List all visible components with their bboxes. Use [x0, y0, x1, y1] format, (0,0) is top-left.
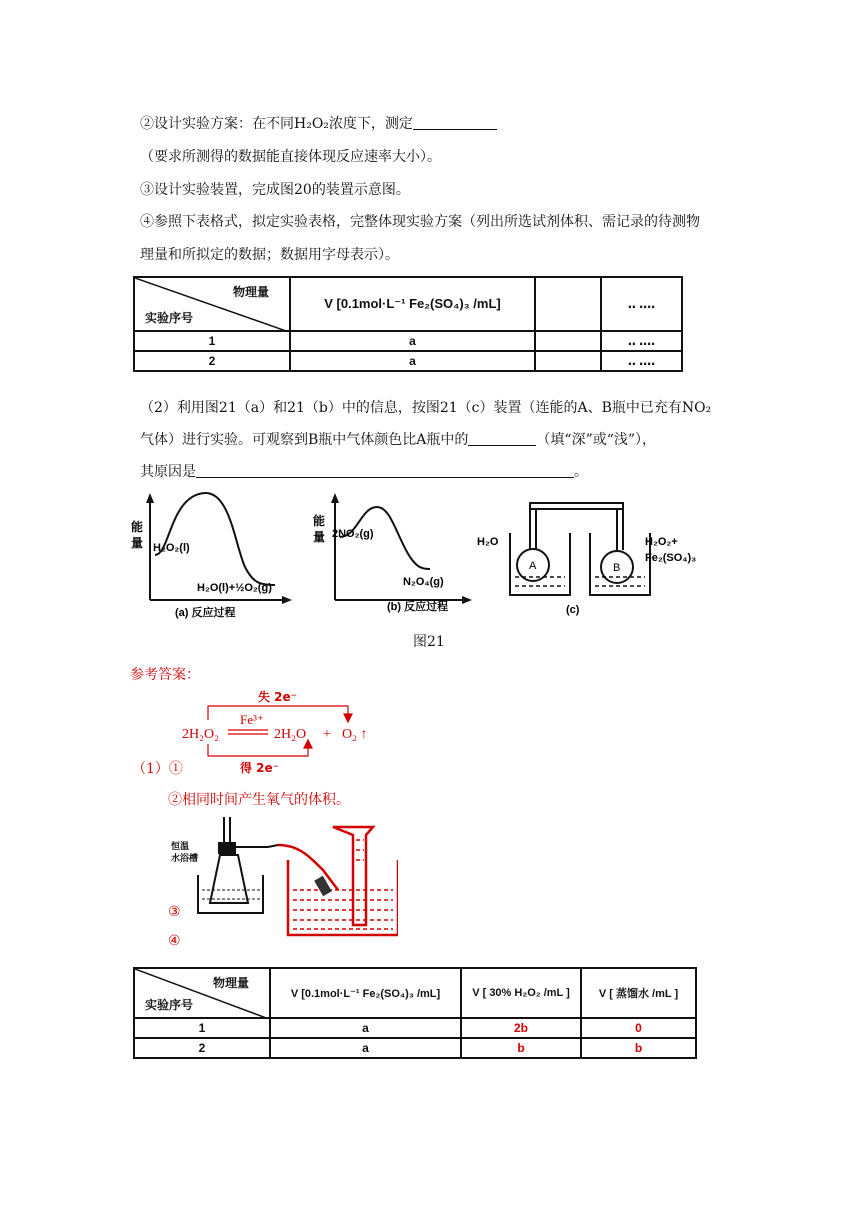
table2-diag-header	[134, 968, 270, 1018]
answer-blank[interactable]	[196, 463, 574, 478]
answer-blank[interactable]	[468, 431, 536, 446]
figure-21	[125, 485, 725, 625]
figure-21b	[313, 493, 472, 613]
step2-text: ②设计实验方案：在不同H₂O₂浓度下，测定	[140, 116, 413, 132]
answer-item-1: （1）①	[132, 761, 183, 777]
fig-a-product: H₂O(l)+½O₂(g)	[197, 582, 272, 594]
step2-note: （要求所测得的数据能直接体现反应速率大小）。	[140, 149, 441, 165]
table1-diag-header	[134, 277, 290, 331]
answer-blank[interactable]	[413, 115, 497, 130]
fig-c-left-label: H₂O	[477, 536, 499, 548]
experiment-table-1	[133, 276, 683, 372]
part2-line-3-text: 其原因是	[140, 464, 196, 480]
table2-header-bottom: 实验序号	[145, 998, 194, 1012]
step4-line-1: ④参照下表格式，拟定实验表格，完整体现实验方案（列出所选试剂体积、需记录的待测物	[140, 214, 700, 230]
table1-row1-v: a	[290, 331, 535, 351]
table2-header-top: 物理量	[212, 976, 249, 990]
table1-row2-v: a	[290, 351, 535, 371]
table1-row1-n: 1	[134, 331, 290, 351]
table1-header-top: 物理量	[232, 285, 269, 299]
eq-gain: 得 2e⁻	[240, 761, 280, 774]
table1-col3-header: ‥ ‥‥	[601, 277, 682, 331]
step4-line-2: 理量和所拟定的数据；数据用字母表示）。	[140, 247, 399, 263]
fig-b-ylabel-1: 能	[313, 514, 326, 528]
fig-c-bottle-b: B	[613, 562, 621, 574]
fig-c-right-label-1: H₂O₂+	[645, 536, 678, 548]
part2-line-2-tail: （填“深”或“浅”），	[536, 432, 657, 448]
fig-a-caption: (a) 反应过程	[175, 607, 236, 619]
table2-col1-header: V [0.1mol·L⁻¹ Fe₂(SO₄)₃ /mL]	[270, 968, 461, 1018]
table1-row2-more: ‥ ‥‥	[601, 351, 682, 371]
fig-a-reactant: H₂O₂(l)	[153, 542, 190, 554]
table2-col3-header: V [ 蒸馏水 /mL ]	[581, 968, 696, 1018]
part2-line-2	[140, 430, 656, 450]
figure-21c	[510, 503, 650, 595]
step3-line: ③设计实验装置，完成图20的装置示意图。	[140, 182, 410, 198]
table2-row2-n: 2	[134, 1038, 270, 1058]
fig-c-right-label-2: Fe₂(SO₄)₃	[645, 552, 697, 564]
table1-row1-empty	[535, 331, 601, 351]
fig-c-bottle-a: A	[529, 560, 537, 572]
eq-right: O₂ ↑	[342, 727, 368, 742]
table1-row2-n: 2	[134, 351, 290, 371]
table2-row2-water: b	[581, 1038, 696, 1058]
table2-row2-h2o2: b	[461, 1038, 581, 1058]
table2-col2-header: V [ 30% H₂O₂ /mL ]	[461, 968, 581, 1018]
fig-b-caption: (b) 反应过程	[387, 601, 449, 613]
answer-title: 参考答案：	[130, 667, 200, 683]
fig-b-ylabel-2: 量	[313, 530, 326, 544]
fig-c-caption: (c)	[566, 604, 580, 616]
answer-item-4: ④	[168, 933, 181, 949]
answer-item-2: ②相同时间产生氧气的体积。	[168, 792, 350, 808]
eq-mid: 2H₂O	[274, 727, 307, 742]
eq-left: 2H₂O₂	[182, 727, 219, 742]
part2-line-3	[140, 462, 588, 482]
eq-catalyst: Fe³⁺	[240, 712, 264, 727]
eq-plus: +	[323, 727, 331, 742]
apparatus-figure	[168, 815, 398, 945]
table1-row1-more: ‥ ‥‥	[601, 331, 682, 351]
apparatus-label-2: 水浴槽	[171, 854, 199, 864]
table2-row1-n: 1	[134, 1018, 270, 1038]
part2-line-2-text: 气体）进行实验。可观察到B瓶中气体颜色比A瓶中的	[140, 432, 469, 448]
fig-a-ylabel-2: 量	[131, 536, 144, 550]
experiment-table-2	[133, 967, 697, 1059]
step2-line	[140, 114, 497, 134]
table2-row1-h2o2: 2b	[461, 1018, 581, 1038]
table1-col1-header: V [0.1mol·L⁻¹ Fe₂(SO₄)₃ /mL]	[290, 277, 535, 331]
figure-21-caption: 图21	[413, 634, 445, 650]
eq-lose: 失 2e⁻	[258, 690, 298, 704]
fig-b-reactant: 2NO₂(g)	[332, 528, 374, 540]
table2-row1-water: 0	[581, 1018, 696, 1038]
table2-row1-v: a	[270, 1018, 461, 1038]
part2-line-1: （2）利用图21（a）和21（b）中的信息，按图21（c）装置（连能的A、B瓶中已充有NO₂	[140, 400, 712, 416]
answer-item-3: ③	[168, 904, 181, 920]
apparatus-label-1: 恒温	[171, 842, 190, 852]
table1-col2-header	[535, 277, 601, 331]
fig-b-product: N₂O₄(g)	[403, 576, 444, 588]
part2-line-3-tail: 。	[574, 464, 588, 480]
fig-a-ylabel-1: 能	[131, 520, 144, 534]
table2-row2-v: a	[270, 1038, 461, 1058]
table1-row2-empty	[535, 351, 601, 371]
table1-header-bottom: 实验序号	[145, 311, 194, 325]
figure-21a	[131, 493, 292, 619]
redox-equation	[178, 688, 388, 774]
